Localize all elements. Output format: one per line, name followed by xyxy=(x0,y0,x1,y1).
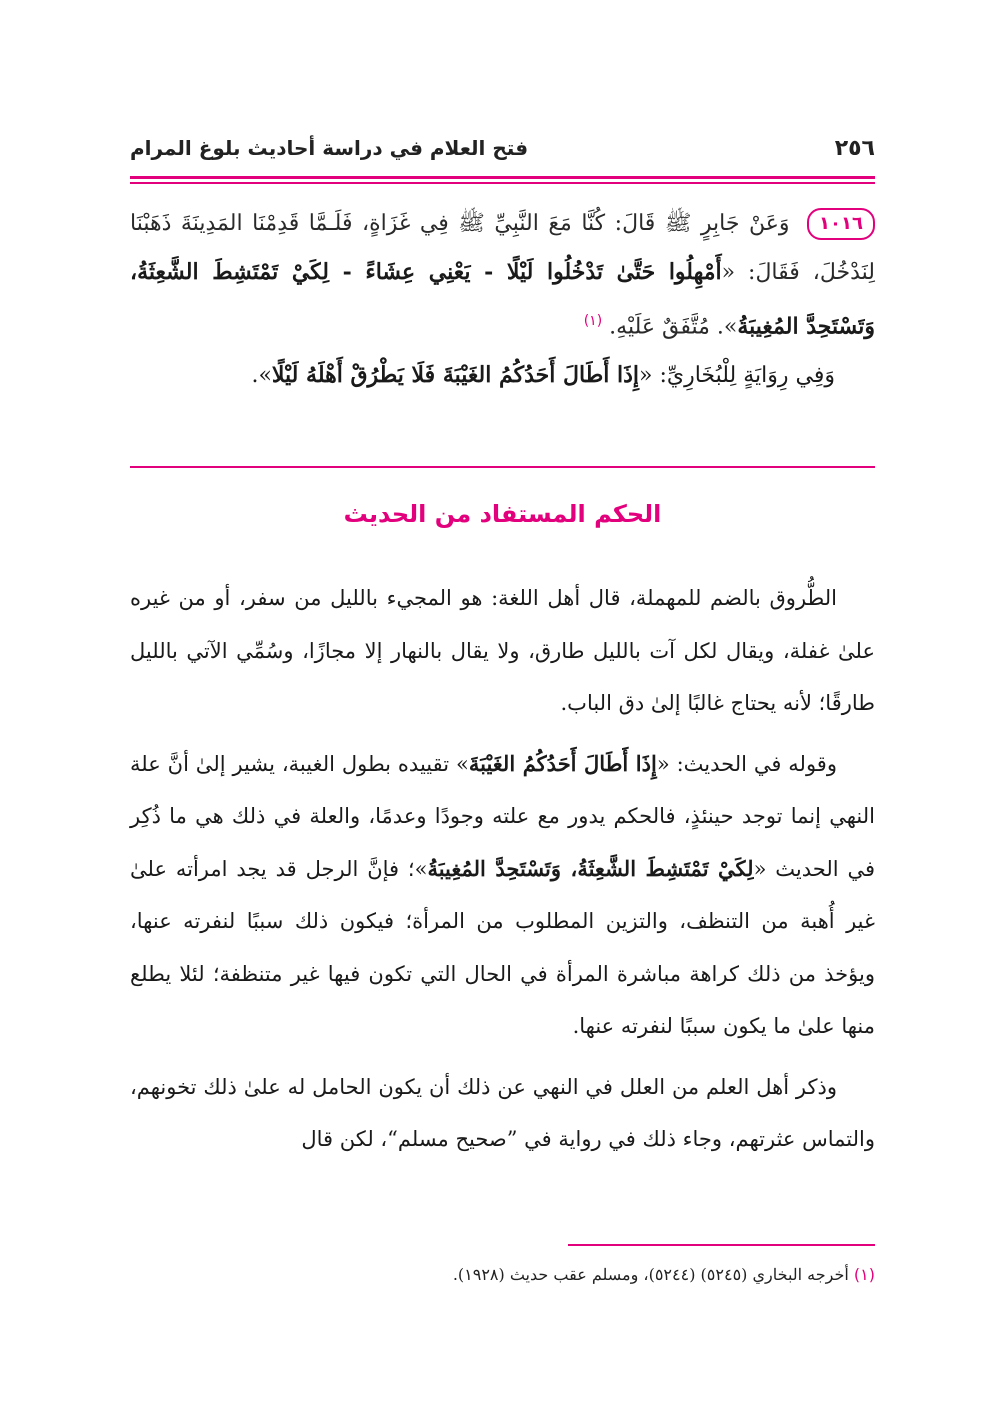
footnote-1 xyxy=(130,1262,875,1288)
variant-tail: ». xyxy=(251,363,272,389)
paragraph-2-end: »؛ فإنَّ الرجل قد يجد امرأته علىٰ غير أُهبة من التنظف، والتزين المطلوب من المرأة؛ فيكون ذلك سببًا لنفرته عنها، ويؤخذ من ذلك كراهة مباشرة المرأة في الحال التي تكون فيها غير متنظفة؛ لئلا يطلع منها علىٰ ما يكون سببًا لنفرته عنها. xyxy=(130,856,875,1038)
footnote-mark: (١) xyxy=(853,1265,875,1284)
header-rule-secondary xyxy=(130,182,875,184)
paragraph-2-quote-2: لِكَيْ تَمْتَشِطَ الشَّعِثَةُ، وَتَسْتَحِدَّ المُغِيبَةُ xyxy=(427,855,754,881)
footnote-rule xyxy=(568,1244,875,1246)
variant-intro: وَفِي رِوَايَةٍ لِلْبُخَارِيِّ: « xyxy=(639,363,835,389)
hadith-variant xyxy=(130,351,875,400)
book-title: فتح العلام في دراسة أحاديث بلوغ المرام xyxy=(130,136,529,160)
hadith-block xyxy=(130,200,875,400)
hadith-line-2-intro: ذَهَبْنَا لِنَدْخُلَ، فَقَالَ: « xyxy=(130,211,875,285)
hadith-rule xyxy=(130,466,875,468)
hadith-line-2-quote: أَمْهِلُوا حَتَّىٰ تَدْخُلُوا لَيْلًا - يَعْنِي عِشَاءً - لِكَيْ تَمْتَشِطَ الشَّعِثَةُ، xyxy=(130,259,722,285)
hadith-line-1: وَعَنْ جَابِرٍ ﷺ قَالَ: كُنَّا مَعَ النَّبِيِّ ﷺ فِي غَزَاةٍ، فَلَـمَّا قَدِمْنَا المَدِينَةَ xyxy=(180,211,790,236)
page-number: ٢٥٦ xyxy=(834,135,875,161)
footnote-text: أخرجه البخاري (٥٢٤٥) (٥٢٤٤)، ومسلم عقب حديث (١٩٢٨). xyxy=(452,1265,849,1284)
paragraph-2-middle: » تقييده بطول الغيبة، يشير إلىٰ أنَّ علة النهي إنما توجد حينئذٍ، فالحكم يدور مع علته وجودًا وعدمًا، والعلة في ذلك هي ما ذُكِر في الحديث « xyxy=(130,751,875,881)
paragraph-2-quote-1: إِذَا أَطَالَ أَحَدُكُمُ الغَيْبَةَ xyxy=(468,750,657,776)
commentary-body xyxy=(130,572,875,1174)
footnote-reference[interactable]: (١) xyxy=(583,313,603,329)
section-heading: الحكم المستفاد من الحديث xyxy=(343,500,662,528)
hadith-line-3-tail: ». مُتَّفَقٌ عَلَيْهِ. xyxy=(609,314,738,340)
paragraph-2-intro: وقوله في الحديث: « xyxy=(656,751,837,776)
paragraph-2 xyxy=(130,738,875,1053)
page-header xyxy=(130,126,875,170)
hadith-number-badge: ١٠١٦ xyxy=(807,208,875,240)
paragraph-3: وذكر أهل العلم من العلل في النهي عن ذلك أن يكون الحامل له علىٰ ذلك تخونهم، والتماس عثرتهم، وجاء ذلك في رواية في ”صحيح مسلم“، لكن قال xyxy=(130,1074,875,1151)
variant-quote: إِذَا أَطَالَ أَحَدُكُمُ الغَيْبَةَ فَلَا يَطْرُقْ أَهْلَهُ لَيْلًا xyxy=(271,362,640,389)
header-rule xyxy=(130,176,875,179)
paragraph-1: الطُّروق بالضم للمهملة، قال أهل اللغة: هو المجيء بالليل من سفر، أو من غيره علىٰ غفلة، ويقال لكل آت بالليل طارق، ولا يقال بالنهار إلا مجازًا، وسُمِّي الآتي بالليل طارقًا؛ لأنه يحتاج غالبًا إلىٰ دق الباب. xyxy=(130,586,875,715)
hadith-line-3-quote: وَتَسْتَحِدَّ المُغِيبَةُ xyxy=(737,313,875,340)
